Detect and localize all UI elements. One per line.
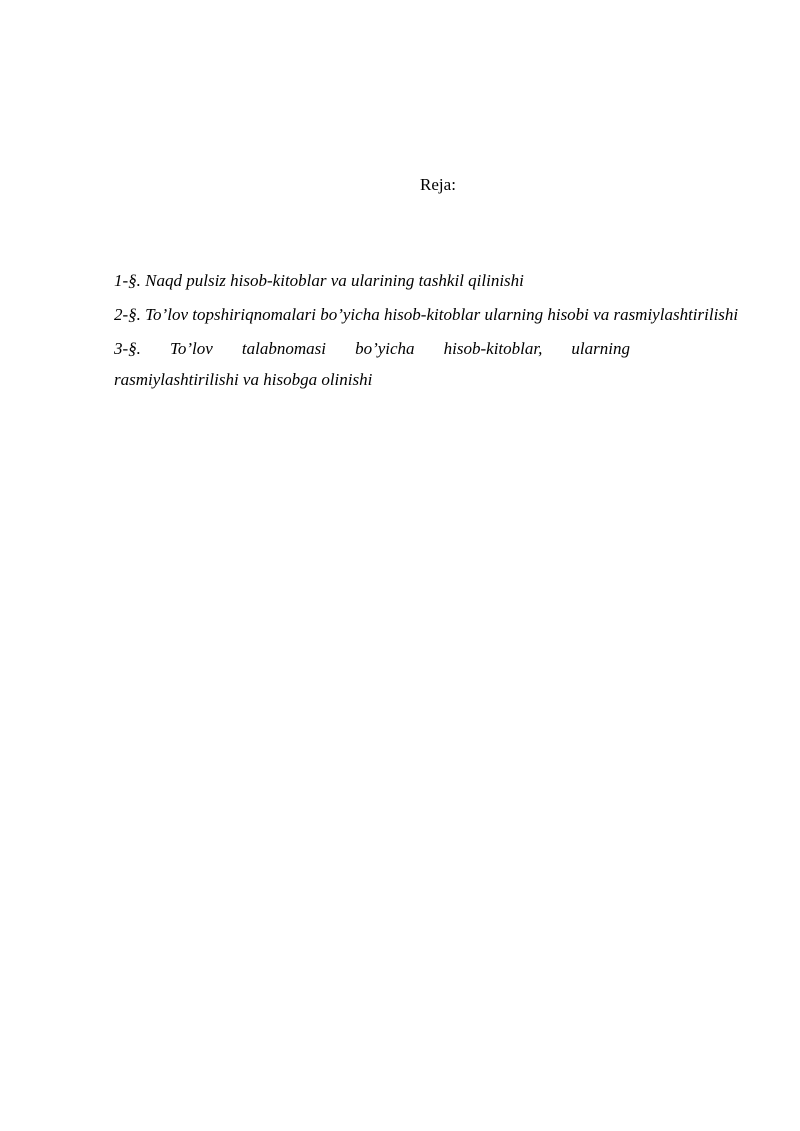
table-of-contents bbox=[114, 270, 740, 391]
toc-item-3-line-1: 3-§. To’lov talabnomasi bo’yicha hisob-kitoblar, ularning bbox=[114, 339, 630, 358]
toc-item-1: 1-§. Naqd pulsiz hisob-kitoblar va ularining tashkil qilinishi bbox=[114, 271, 524, 290]
toc-item-2: 2-§. To’lov topshiriqnomalari bo’yicha hisob-kitoblar ularning hisobi va rasmiylashtirilishi bbox=[114, 305, 739, 324]
toc-item-3-line-2: rasmiylashtirilishi va hisobga olinishi bbox=[114, 370, 373, 389]
page-title: Reja: bbox=[420, 175, 456, 194]
